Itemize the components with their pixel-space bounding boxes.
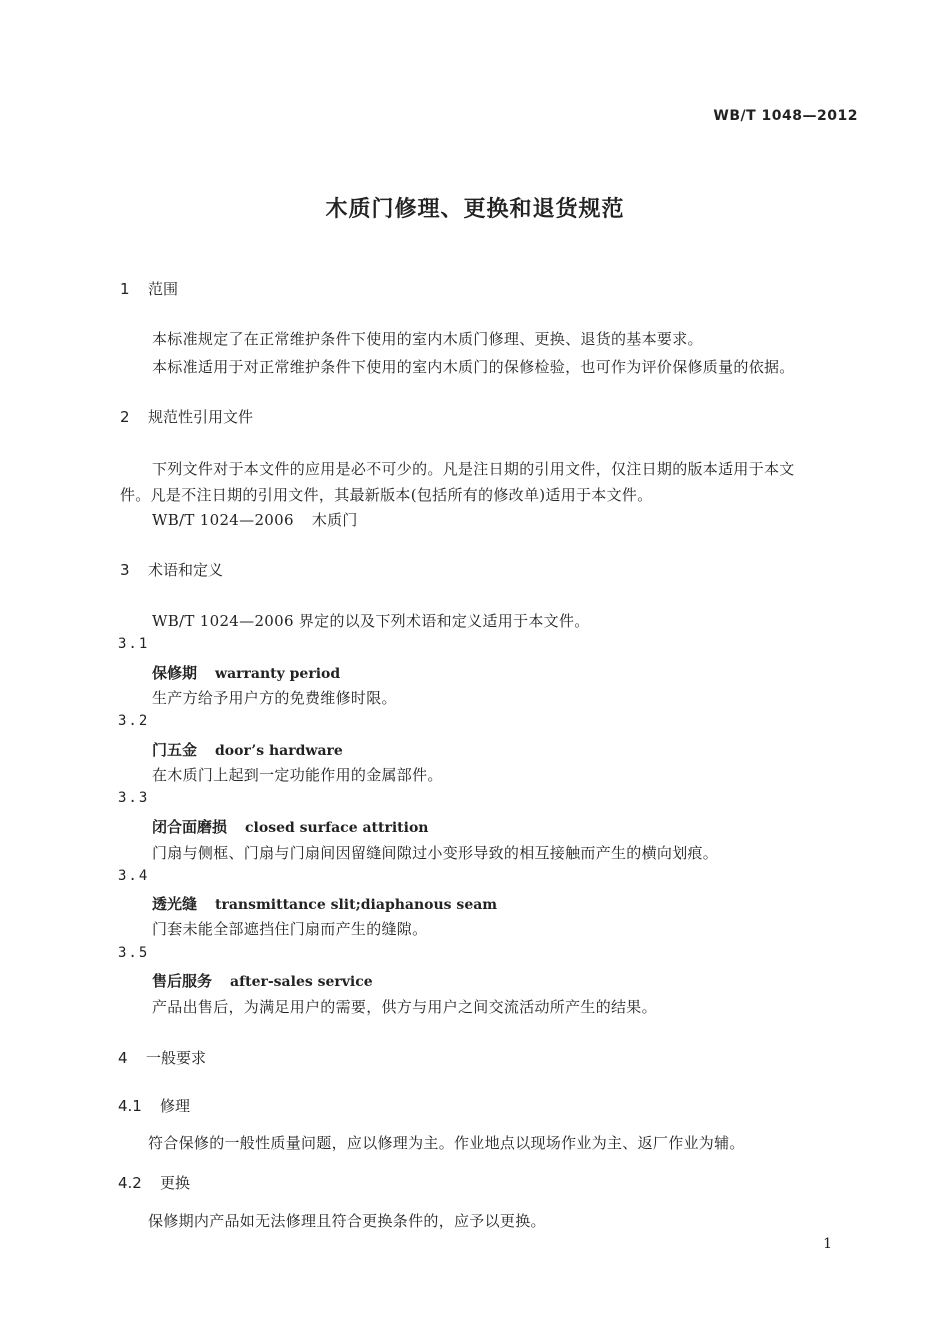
section-number: 3 (120, 561, 130, 579)
paragraph: 保修期内产品如无法修理且符合更换条件的，应予以更换。 (148, 1212, 546, 1230)
term-english: warranty period (215, 666, 341, 682)
term-entry (152, 816, 429, 837)
term-chinese: 售后服务 (152, 972, 213, 990)
term-definition: 产品出售后，为满足用户的需要，供方与用户之间交流活动所产生的结果。 (152, 998, 657, 1016)
section-number: 1 (120, 280, 130, 298)
subsection-title: 修理 (160, 1097, 191, 1115)
section-2-heading (120, 406, 253, 427)
term-number: 3.5 (118, 945, 150, 961)
paragraph: WB/T 1024—2006 界定的以及下列术语和定义适用于本文件。 (152, 612, 590, 630)
term-number: 3.1 (118, 636, 150, 652)
term-entry (152, 893, 497, 914)
term-number: 3.2 (118, 713, 150, 729)
term-entry (152, 662, 340, 683)
subsection-number: 4.1 (118, 1097, 142, 1115)
section-title: 规范性引用文件 (148, 408, 254, 426)
section-number: 2 (120, 408, 130, 426)
term-entry (152, 739, 343, 760)
paragraph: 符合保修的一般性质量问题，应以修理为主。作业地点以现场作业为主、返厂作业为辅。 (148, 1134, 745, 1152)
standard-code: WB/T 1048—2012 (713, 108, 858, 124)
term-definition: 生产方给予用户方的免费维修时限。 (152, 689, 397, 707)
page-number: 1 (823, 1236, 832, 1252)
section-number: 4 (118, 1049, 128, 1067)
term-definition: 在木质门上起到一定功能作用的金属部件。 (152, 766, 443, 784)
term-english: transmittance slit;diaphanous seam (215, 897, 498, 913)
paragraph-line: 件。凡是不注日期的引用文件，其最新版本(包括所有的修改单)适用于本文件。 (120, 486, 653, 504)
term-chinese: 门五金 (152, 741, 198, 759)
section-3-heading (120, 559, 223, 580)
term-chinese: 闭合面磨损 (152, 818, 228, 836)
subsection-4-2-heading (118, 1172, 190, 1193)
term-entry (152, 970, 373, 991)
reference-title: 木质门 (311, 511, 358, 529)
term-english: after-sales service (230, 974, 373, 990)
subsection-number: 4.2 (118, 1174, 142, 1192)
paragraph: 本标准规定了在正常维护条件下使用的室内木质门修理、更换、退货的基本要求。 (152, 330, 703, 348)
document-title: 木质门修理、更换和退货规范 (325, 197, 625, 222)
normative-reference (152, 509, 358, 530)
section-1-heading (120, 278, 178, 299)
term-chinese: 保修期 (152, 664, 198, 682)
term-english: closed surface attrition (245, 820, 429, 836)
paragraph: 本标准适用于对正常维护条件下使用的室内木质门的保修检验，也可作为评价保修质量的依据。 (152, 358, 795, 376)
term-definition: 门扇与侧框、门扇与门扇间因留缝间隙过小变形导致的相互接触而产生的横向划痕。 (152, 844, 719, 862)
section-title: 术语和定义 (148, 561, 224, 579)
term-chinese: 透光缝 (152, 895, 198, 913)
section-title: 范围 (148, 280, 179, 298)
section-title: 一般要求 (146, 1049, 207, 1067)
term-english: door’s hardware (215, 743, 343, 759)
reference-code: WB/T 1024—2006 (152, 511, 294, 529)
section-4-heading (118, 1047, 206, 1068)
term-definition: 门套未能全部遮挡住门扇而产生的缝隙。 (152, 920, 428, 938)
subsection-4-1-heading (118, 1095, 190, 1116)
subsection-title: 更换 (160, 1174, 191, 1192)
term-number: 3.4 (118, 868, 150, 884)
term-number: 3.3 (118, 790, 150, 806)
paragraph-line: 下列文件对于本文件的应用是必不可少的。凡是注日期的引用文件，仅注日期的版本适用于本文 (152, 460, 795, 478)
